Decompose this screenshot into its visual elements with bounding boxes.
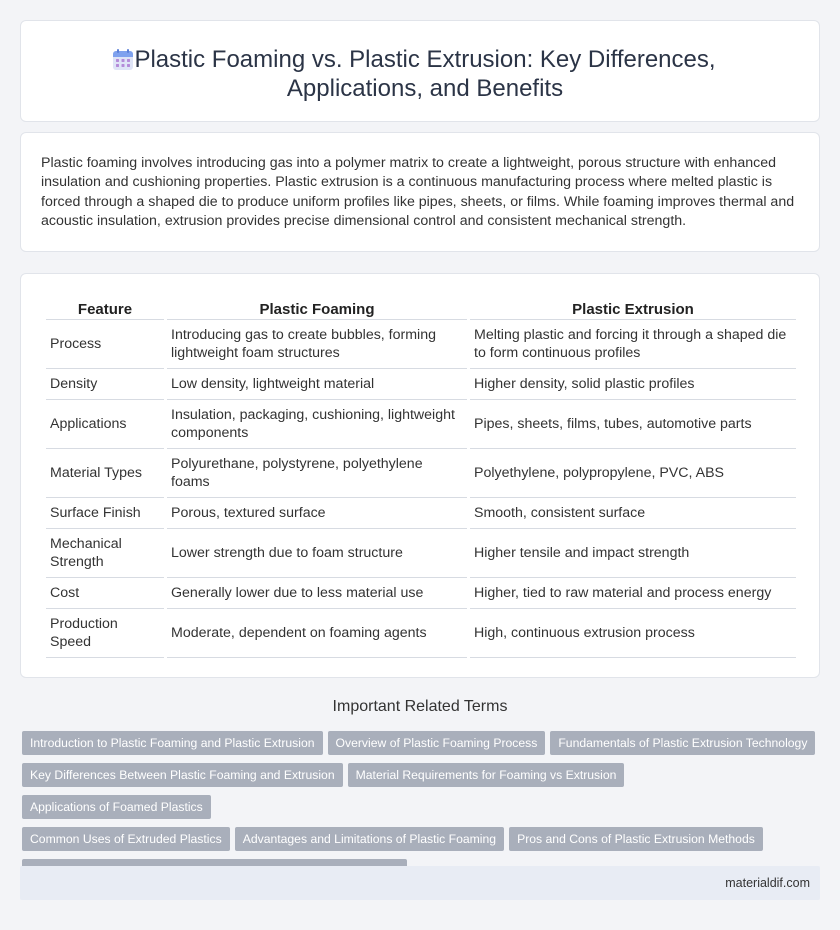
table-row	[46, 578, 796, 609]
table-header-row	[46, 296, 796, 320]
related-term-link[interactable]: Introduction to Plastic Foaming and Plastic Extrusion	[22, 731, 323, 755]
row-extrusion: Polyethylene, polypropylene, PVC, ABS	[470, 449, 796, 498]
row-extrusion: Higher tensile and impact strength	[470, 529, 796, 578]
row-feature: Density	[46, 369, 164, 400]
table-row	[46, 498, 796, 529]
row-foaming: Porous, textured surface	[167, 498, 467, 529]
table-row	[46, 529, 796, 578]
row-foaming: Lower strength due to foam structure	[167, 529, 467, 578]
row-feature: Cost	[46, 578, 164, 609]
row-feature: Process	[46, 320, 164, 369]
intro-paragraph: Plastic foaming involves introducing gas into a polymer matrix to create a lightweight, porous structure with enhanced insulation and cushioning properties. Plastic extrusion is a continuous manufacturing process where melted plastic is forced through a shaped die to produce uniform profiles like pipes, sheets, or films. While foaming improves thermal and acoustic insulation, extrusion provides precise dimensional control and consistent mechanical strength.	[41, 155, 795, 229]
row-foaming: Insulation, packaging, cushioning, lightweight components	[167, 400, 467, 449]
row-extrusion: Melting plastic and forcing it through a shaped die to form continuous profiles	[470, 320, 796, 369]
table-row	[46, 449, 796, 498]
row-foaming: Moderate, dependent on foaming agents	[167, 609, 467, 658]
row-foaming: Polyurethane, polystyrene, polyethylene foams	[167, 449, 467, 498]
related-term-link[interactable]: Applications of Foamed Plastics	[22, 795, 211, 819]
comparison-card	[20, 273, 820, 678]
related-term-link[interactable]: Overview of Plastic Foaming Process	[328, 731, 546, 755]
header-extrusion: Plastic Extrusion	[470, 296, 796, 320]
header-foaming: Plastic Foaming	[167, 296, 467, 320]
related-terms-heading: Important Related Terms	[332, 698, 508, 715]
row-extrusion: High, continuous extrusion process	[470, 609, 796, 658]
related-term-link[interactable]: Advantages and Limitations of Plastic Foaming	[235, 827, 504, 851]
related-term-link[interactable]: Key Differences Between Plastic Foaming and Extrusion	[22, 763, 343, 787]
table-row	[46, 320, 796, 369]
row-extrusion: Pipes, sheets, films, tubes, automotive parts	[470, 400, 796, 449]
footer-site-link[interactable]: materialdif.com	[725, 876, 810, 890]
row-feature: Applications	[46, 400, 164, 449]
intro-card	[20, 132, 820, 252]
related-term-link[interactable]: Fundamentals of Plastic Extrusion Technology	[550, 731, 815, 755]
related-term-link[interactable]: Pros and Cons of Plastic Extrusion Methods	[509, 827, 763, 851]
title-card	[20, 20, 820, 122]
table-row	[46, 400, 796, 449]
row-foaming: Introducing gas to create bubbles, forming lightweight foam structures	[167, 320, 467, 369]
row-feature: Material Types	[46, 449, 164, 498]
row-extrusion: Higher, tied to raw material and process energy	[470, 578, 796, 609]
page-title: Plastic Foaming vs. Plastic Extrusion: Key Differences, Applications, and Benefits	[134, 46, 716, 102]
related-term-link[interactable]: Material Requirements for Foaming vs Extrusion	[348, 763, 625, 787]
footer-bar	[20, 866, 820, 900]
row-extrusion: Smooth, consistent surface	[470, 498, 796, 529]
row-foaming: Generally lower due to less material use	[167, 578, 467, 609]
header-feature: Feature	[46, 296, 164, 320]
row-extrusion: Higher density, solid plastic profiles	[470, 369, 796, 400]
row-feature: Mechanical Strength	[46, 529, 164, 578]
row-feature: Surface Finish	[46, 498, 164, 529]
table-row	[46, 369, 796, 400]
row-feature: Production Speed	[46, 609, 164, 658]
table-row	[46, 609, 796, 658]
related-term-link[interactable]: Common Uses of Extruded Plastics	[22, 827, 230, 851]
row-foaming: Low density, lightweight material	[167, 369, 467, 400]
comparison-table	[43, 296, 799, 658]
